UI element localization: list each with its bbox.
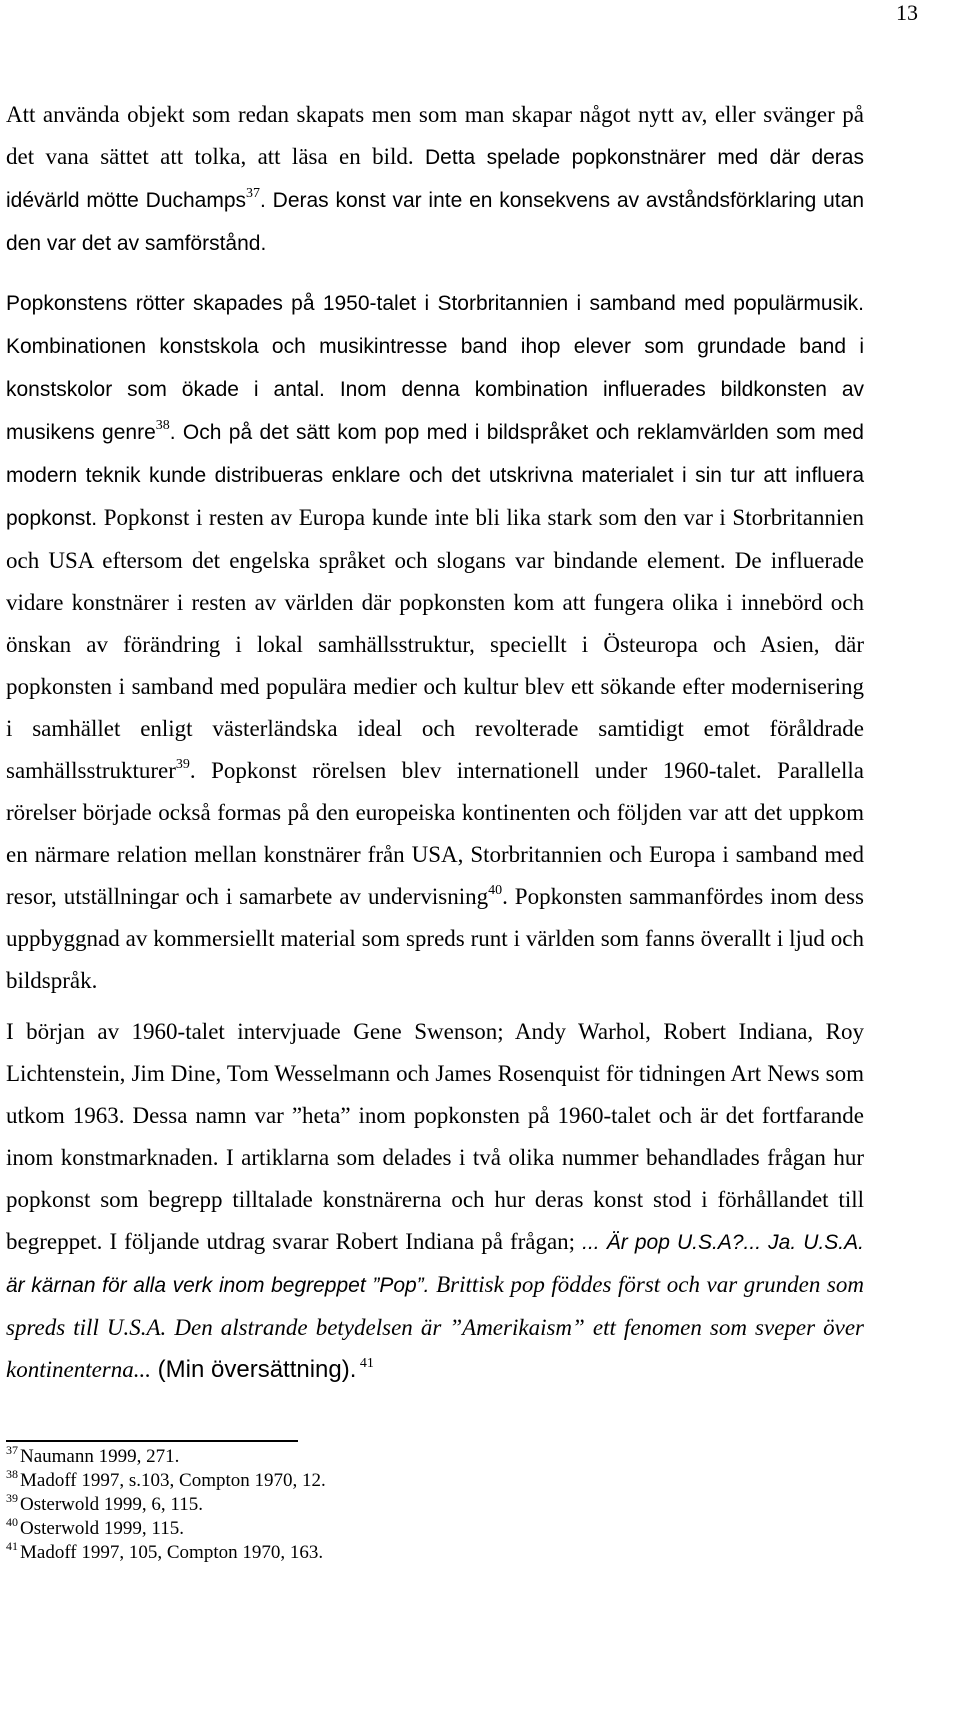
footnote-text: Madoff 1997, 105, Compton 1970, 163. [20,1542,324,1563]
body-paragraph-2 [6,282,864,1002]
footnote-reference: 41 [356,1356,374,1371]
footnote-number: 37 [6,1443,18,1457]
footnote-text: Madoff 1997, s.103, Compton 1970, 12. [20,1470,326,1491]
text-segment: . Popkonst rörelsen blev internationell under 1960-talet. [189,758,778,783]
footnote-text: Naumann 1999, 271. [20,1446,180,1467]
footnote-reference: 39 [175,757,190,772]
body-paragraph-1 [6,94,864,265]
footnote-text: Osterwold 1999, 6, 115. [20,1494,203,1515]
footnote-number: 39 [6,1491,18,1505]
body-paragraph-3 [6,1011,864,1391]
footnote-item [6,1493,706,1517]
footnote-number: 38 [6,1467,18,1481]
text-segment: Popkonstens rötter skapades på 1950-talet i Storbritannien i samband med populärmusik. Kombinationen konstskola och musikintresse band ihop elever som grundade band i konstskolor som ökade i antal. Inom denna kombination influerades bildkonsten av musikens genre [6,292,864,444]
text-segment: Popkonst i resten av Europa kunde inte bli lika stark som den var i Storbritannien och USA eftersom det engelska språket och slogans var bindande element. De influerade vidare konstnärer i resten av världen där popkonsten kom att fungera olika i innebörd och önskan av förändring i lokal samhällsstruktur, speciellt i Östeuropa och Asien, där popkonsten i samband med populära medier och kultur blev ett sökande efter modernisering i samhället enligt västerländska ideal och revolterade samtidigt emot föråldrade samhällsstrukturer [6,505,864,783]
footnotes [6,1445,706,1565]
footnote-text: Osterwold 1999, 115. [20,1518,184,1539]
text-segment: Brittisk pop föddes först och var grunden som spreds till U.S.A. Den alstrande betydelsen är ”Amerikaism” ett fenomen som sveper över kontinenterna... [6,1272,864,1382]
footnote-reference: 40 [488,883,503,898]
text-segment: (Min översättning). [151,1356,357,1383]
footnote-item [6,1541,706,1565]
footnote-number: 41 [6,1539,18,1553]
footnote-reference: 37 [246,186,261,201]
text-segment: Att använda objekt som redan skapats men som man skapar något nytt av, eller svänger på det vana sättet att tolka, att läsa en bild. [6,102,864,169]
footnote-separator [6,1440,298,1442]
text-segment: . Och på det sätt kom pop med i bildspråket och reklamvärlden som med modern teknik kunde distribueras enklare och det utskrivna materialet i sin tur att influera popkonst. [6,421,864,530]
text-segment: I början av 1960-talet intervjuade Gene Swenson; Andy Warhol, Robert Indiana, Roy Lichtenstein, Jim Dine, Tom Wesselmann och James Rosenquist för tidningen Art News som utkom 1963. Dessa namn var ”heta” inom popkonsten på 1960-talet och är det fortfarande inom konstmarknaden. I artiklarna som delades i två olika nummer behandlades frågan hur popkonst som begrepp tilltalade konstnärerna och hur deras konst stod i förhållandet till begreppet. I följande utdrag svarar Robert Indiana på frågan; [6,1019,864,1254]
footnote-number: 40 [6,1515,18,1529]
footnote-reference: 38 [155,418,170,433]
text-segment: . Deras konst var inte en konsekvens av avståndsförklaring utan den var det av samförstånd. [6,189,864,255]
text-segment: Detta spelade popkonstnärer med där deras idévärld mötte Duchamps [6,146,864,212]
footnote-item [6,1469,706,1493]
text-segment: ... Är pop U.S.A?... Ja. U.S.A. är kärnan för alla verk inom begreppet ”Pop”. [6,1231,864,1297]
footnote-item [6,1445,706,1469]
text-segment: Parallella rörelser började också formas på den europeiska kontinenten och följden var att det uppkom en närmare relation mellan konstnärer från USA, Storbritannien och Europa i samband med resor, utställningar och i samarbete av undervisning [6,758,864,909]
text-segment: . Popkonsten sammanfördes inom dess uppbyggnad av kommersiellt material som spreds runt i världen som fanns överallt i ljud och bildspråk. [6,884,865,993]
page-number: 13 [896,0,918,25]
footnote-item [6,1517,706,1541]
